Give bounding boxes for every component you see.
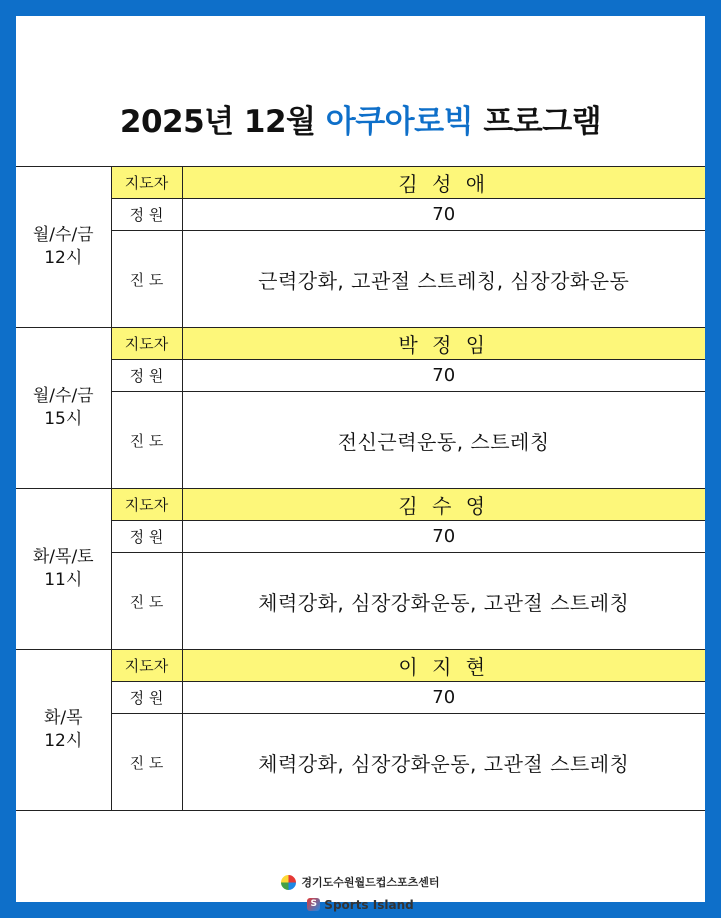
program-label: 진 도 (111, 231, 182, 328)
capacity-value: 70 (182, 521, 705, 553)
program-value: 전신근력운동, 스트레칭 (182, 392, 705, 489)
capacity-label: 정 원 (111, 682, 182, 714)
title-prefix: 2025년 12월 (119, 104, 316, 140)
session-instructor-row (16, 489, 705, 521)
capacity-value: 70 (182, 360, 705, 392)
session-slot (16, 167, 111, 328)
program-value: 체력강화, 심장강화운동, 고관절 스트레칭 (182, 553, 705, 650)
instructor-name: 김 수 영 (182, 489, 705, 521)
title-suffix: 프로그램 (483, 104, 602, 140)
session-program-row (16, 714, 705, 811)
capacity-value: 70 (182, 682, 705, 714)
org-name: 경기도수원월드컵스포츠센터 (301, 876, 440, 889)
page-title (16, 96, 705, 141)
footer-logo (16, 874, 705, 912)
session-program-row (16, 392, 705, 489)
program-label: 진 도 (111, 553, 182, 650)
capacity-label: 정 원 (111, 521, 182, 553)
session-capacity-row (16, 360, 705, 392)
program-value: 근력강화, 고관절 스트레칭, 심장강화운동 (182, 231, 705, 328)
org-logo (281, 874, 439, 890)
capacity-label: 정 원 (111, 199, 182, 231)
instructor-label: 지도자 (111, 489, 182, 521)
brand-name: Sports Island (324, 897, 414, 912)
session-program-row (16, 231, 705, 328)
session-capacity-row (16, 521, 705, 553)
title-highlight: 아쿠아로빅 (325, 104, 474, 140)
session-slot (16, 489, 111, 650)
session-slot (16, 650, 111, 811)
session-days: 월/수/금 (32, 225, 94, 245)
sports-island-icon: S (307, 898, 320, 911)
session-capacity-row (16, 682, 705, 714)
brand-logo (16, 898, 705, 912)
capacity-label: 정 원 (111, 360, 182, 392)
session-instructor-row (16, 650, 705, 682)
instructor-label: 지도자 (111, 328, 182, 360)
instructor-label: 지도자 (111, 167, 182, 199)
instructor-label: 지도자 (111, 650, 182, 682)
schedule-table (16, 166, 705, 811)
session-time: 12시 (44, 248, 83, 268)
session-instructor-row (16, 167, 705, 199)
session-instructor-row (16, 328, 705, 360)
session-program-row (16, 553, 705, 650)
session-time: 12시 (44, 731, 83, 751)
session-time: 15시 (44, 409, 83, 429)
instructor-name: 박 정 임 (182, 328, 705, 360)
instructor-name: 이 지 현 (182, 650, 705, 682)
session-days: 월/수/금 (32, 386, 94, 406)
session-days: 화/목/토 (32, 547, 94, 567)
program-value: 체력강화, 심장강화운동, 고관절 스트레칭 (182, 714, 705, 811)
session-slot (16, 328, 111, 489)
instructor-name: 김 성 애 (182, 167, 705, 199)
capacity-value: 70 (182, 199, 705, 231)
program-label: 진 도 (111, 714, 182, 811)
soccer-ball-icon (281, 875, 296, 890)
session-time: 11시 (44, 570, 83, 590)
session-days: 화/목 (43, 708, 83, 728)
program-label: 진 도 (111, 392, 182, 489)
session-capacity-row (16, 199, 705, 231)
